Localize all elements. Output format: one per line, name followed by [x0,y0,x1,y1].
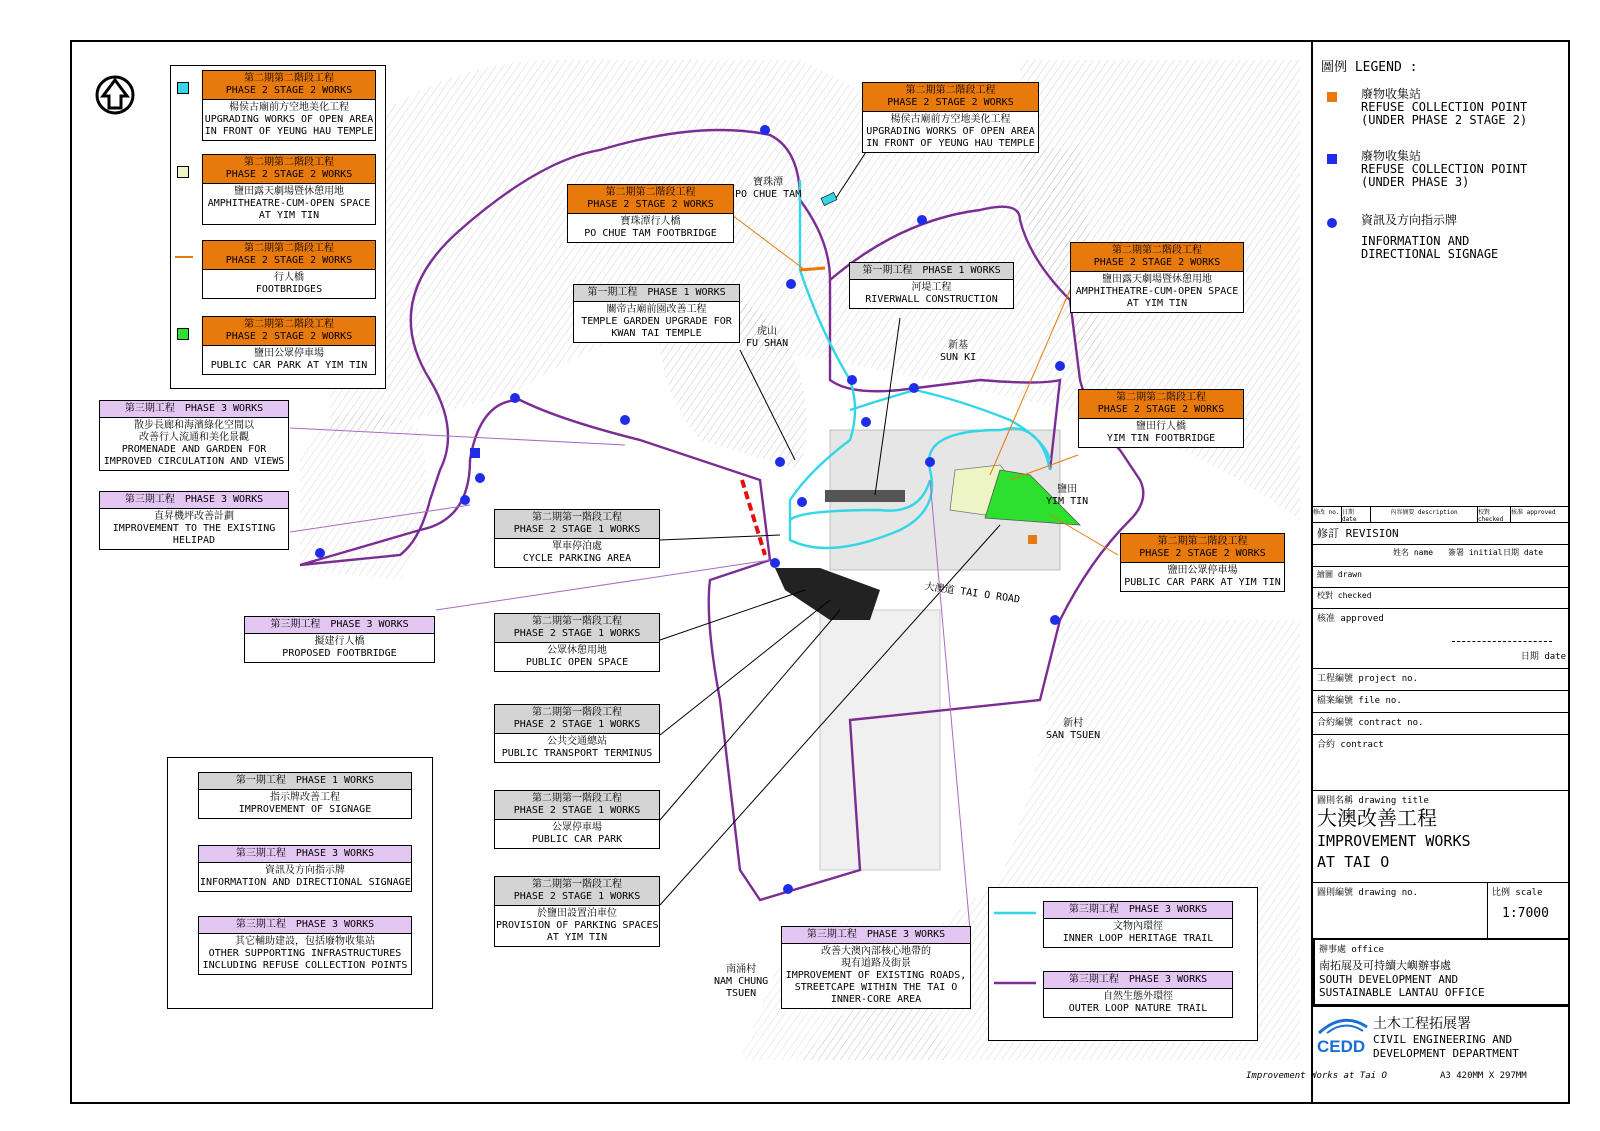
green-square-swatch [177,328,189,340]
riverwall [825,490,905,502]
drawing-no-scale-row: 圖則編號 drawing no. 比例 scale 1:7000 [1313,882,1570,938]
checked-row: 校對 checked [1313,587,1570,608]
callout-streetscape: 第三期工程 PHASE 3 WORKS 改善大澳內部核心地帶的 現有道路及街景 IMPROVEMENT OF EXISTING ROADS, STREETCAPE WITHIN THE TAI O INNER-CORE AREA [781,926,971,1009]
cyan-square-swatch [177,82,189,94]
callout-parking-yim-tin: 第二期第一階段工程 PHASE 2 STAGE 1 WORKS 於鹽田設置泊車位 PROVISION OF PARKING SPACES AT YIM TIN [494,876,660,947]
callout-proposed-footbridge: 第三期工程 PHASE 3 WORKS 擬建行人橋 PROPOSED FOOTBRIDGE [244,616,435,663]
place-fu-shan: 虎山 FU SHAN [746,326,789,349]
legend-supporting-infrastructure: 第三期工程 PHASE 3 WORKS 其它輔助建設，包括廢物收集站 OTHER SUPPORTING INFRASTRUCTURES INCLUDING REFUSE COLLECTION POINTS [198,916,412,975]
drawing-title-en2: AT TAI O [1317,853,1390,871]
contract-no-row: 合約編號 contract no. [1313,712,1570,734]
legend-panel-entry: 第二期第二階段工程 PHASE 2 STAGE 2 WORKS 鹽田公眾停車場 PUBLIC CAR PARK AT YIM TIN [202,316,376,375]
legend-panel-entry: 第二期第二階段工程 PHASE 2 STAGE 2 WORKS 楊侯古廟前方空地美化工程 UPGRADING WORKS OF OPEN AREA IN FRONT OF YEUNG HAU TEMPLE [202,70,376,141]
legend-signage-improvement: 第一期工程 PHASE 1 WORKS 指示牌改善工程 IMPROVEMENT OF SIGNAGE [198,772,412,819]
reclaim-area [820,610,940,870]
callout-po-chue-tam-footbridge: 第二期第二階段工程 PHASE 2 STAGE 2 WORKS 寶珠潭行人橋 PO CHUE TAM FOOTBRIDGE [567,184,734,243]
callout-amphitheatre: 第二期第二階段工程 PHASE 2 STAGE 2 WORKS 鹽田露天劇場暨休憩用地 AMPHITHEATRE-CUM-OPEN SPACE AT YIM TIN [1070,242,1244,313]
scale-value: 1:7000 [1502,906,1549,921]
place-san-tsuen: 新村 SAN TSUEN [1046,718,1101,741]
callout-car-park-yim-tin: 第二期第二階段工程 PHASE 2 STAGE 2 WORKS 鹽田公眾停車場 PUBLIC CAR PARK AT YIM TIN [1120,533,1285,592]
legend-title: 圖例 LEGEND : [1321,60,1418,75]
footer-sheet-size: A3 420MM X 297MM [1440,1071,1527,1081]
trail-legend-swatches [994,905,1039,995]
title-block: 圖例 LEGEND : 廢物收集站 REFUSE COLLECTION POINT (UNDER PHASE 2 STAGE 2) 廢物收集站 REFUSE COLLECTION POINT (UNDER PHASE 3) 資訊及方向指示牌 INFORMATION AND DIRECTIONAL SIGNAGE 修改 no. 日期 date 內容摘要 description 校對 checked 核准 approved 修訂 REVISION 姓名 name 簽署 initial 日期 date 繪圖 drawn 校對 checked 核准 approved 日期 date 工程編號 project no. 檔案編號 file no. 合約編號 contract no. 合約 contract 圖則名稱 drawing title 大澳改善工程 IMPROVEMENT WORKS AT TAI O 圖則編號 drawing no. 比例 scale 1:7000 辦事處 office 南拓展及可持續大嶼辦事處 SOUTH DEVELOPMENT AND SUSTAINABLE LANTAU OFFICE CEDD 土木工程拓展署 CIVIL ENGINEERING AND DEVELOPMENT DEPARTMENT [1311,40,1570,1104]
drawing-title-section: 圖則名稱 drawing title 大澳改善工程 IMPROVEMENT WORKS AT TAI O [1313,790,1570,882]
revision-label: 修訂 REVISION [1313,522,1570,544]
legend-info-signage: 第三期工程 PHASE 3 WORKS 資訊及方向指示牌 INFORMATION AND DIRECTIONAL SIGNAGE [198,845,412,892]
drawn-row: 繪圖 drawn [1313,566,1570,587]
callout-public-open-space: 第二期第一階段工程 PHASE 2 STAGE 1 WORKS 公眾休憩用地 PUBLIC OPEN SPACE [494,613,660,672]
legend-panel-entry: 第二期第二階段工程 PHASE 2 STAGE 2 WORKS 行人橋 FOOTBRIDGES [202,240,376,299]
callout-promenade: 第三期工程 PHASE 3 WORKS 散步長廊和海濱綠化空間以 改善行人流通和美化景觀 PROMENADE AND GARDEN FOR IMPROVED CIRCULATION AND VIEWS [99,400,289,471]
name-header-row: 姓名 name 簽署 initial 日期 date [1313,544,1570,566]
place-yim-tin: 鹽田 YIM TIN [1046,484,1089,507]
north-arrow-icon [97,77,133,113]
transport-terminus-area [775,568,880,620]
place-po-chue-tam: 寶珠潭 PO CHUE TAM [735,177,802,200]
legend-panel-entry: 第二期第二階段工程 PHASE 2 STAGE 2 WORKS 鹽田露天劇場暨休憩用地 AMPHITHEATRE-CUM-OPEN SPACE AT YIM TIN [202,154,376,225]
callout-kwan-tai-temple: 第一期工程 PHASE 1 WORKS 關帝古廟前園改善工程 TEMPLE GARDEN UPGRADE FOR KWAN TAI TEMPLE [573,284,740,343]
contract-row: 合約 contract [1313,734,1570,790]
callout-transport-terminus: 第二期第一階段工程 PHASE 2 STAGE 1 WORKS 公共交通總站 PUBLIC TRANSPORT TERMINUS [494,704,660,763]
callout-helipad: 第三期工程 PHASE 3 WORKS 直昇機坪改善計劃 IMPROVEMENT TO THE EXISTING HELIPAD [99,491,289,550]
refuse-point-phase3 [470,448,480,458]
callout-yim-tin-footbridge: 第二期第二階段工程 PHASE 2 STAGE 2 WORKS 鹽田行人橋 YIM TIN FOOTBRIDGE [1078,389,1244,448]
revision-header: 修改 no. 日期 date 內容摘要 description 校對 checked 核准 approved [1313,506,1570,522]
department-section: CEDD 土木工程拓展署 CIVIL ENGINEERING AND DEVELOPMENT DEPARTMENT [1313,1006,1570,1066]
refuse-point-phase2 [1028,535,1037,544]
approved-row: 核准 approved 日期 date [1313,608,1570,668]
orange-line-swatch [175,256,193,258]
legend-inner-loop: 第三期工程 PHASE 3 WORKS 文物內環徑 INNER LOOP HERITAGE TRAIL [1043,901,1233,948]
file-no-row: 檔案編號 file no. [1313,690,1570,712]
project-no-row: 工程編號 project no. [1313,668,1570,690]
drawing-title-zh: 大澳改善工程 [1317,806,1437,830]
place-tai-o-road: 大澳道 TAI O ROAD [923,581,1021,606]
lightgreen-square-swatch [177,166,189,178]
office-section: 辦事處 office 南拓展及可持續大嶼辦事處 SOUTH DEVELOPMENT AND SUSTAINABLE LANTAU OFFICE [1313,938,1570,1006]
footer-drawing-name: Improvement Works at Tai O [1246,1071,1387,1081]
drawing-title-en1: IMPROVEMENT WORKS [1317,832,1471,850]
callout-cycle-parking: 第二期第一階段工程 PHASE 2 STAGE 1 WORKS 單車停泊處 CYCLE PARKING AREA [494,509,660,568]
place-nam-chung-tsuen: 南涌村 NAM CHUNG TSUEN [714,964,769,999]
cedd-logo: CEDD [1317,1015,1369,1055]
callout-yeung-hau-upgrade: 第二期第二階段工程 PHASE 2 STAGE 2 WORKS 楊侯古廟前方空地美化工程 UPGRADING WORKS OF OPEN AREA IN FRONT OF YEUNG HAU TEMPLE [862,82,1039,153]
callout-public-car-park: 第二期第一階段工程 PHASE 2 STAGE 1 WORKS 公眾停車場 PUBLIC CAR PARK [494,790,660,849]
legend-outer-loop: 第三期工程 PHASE 3 WORKS 自然生態外環徑 OUTER LOOP NATURE TRAIL [1043,971,1233,1018]
place-sun-ki: 新基 SUN KI [940,340,977,363]
callout-riverwall: 第一期工程 PHASE 1 WORKS 河堤工程 RIVERWALL CONSTRUCTION [849,262,1014,309]
